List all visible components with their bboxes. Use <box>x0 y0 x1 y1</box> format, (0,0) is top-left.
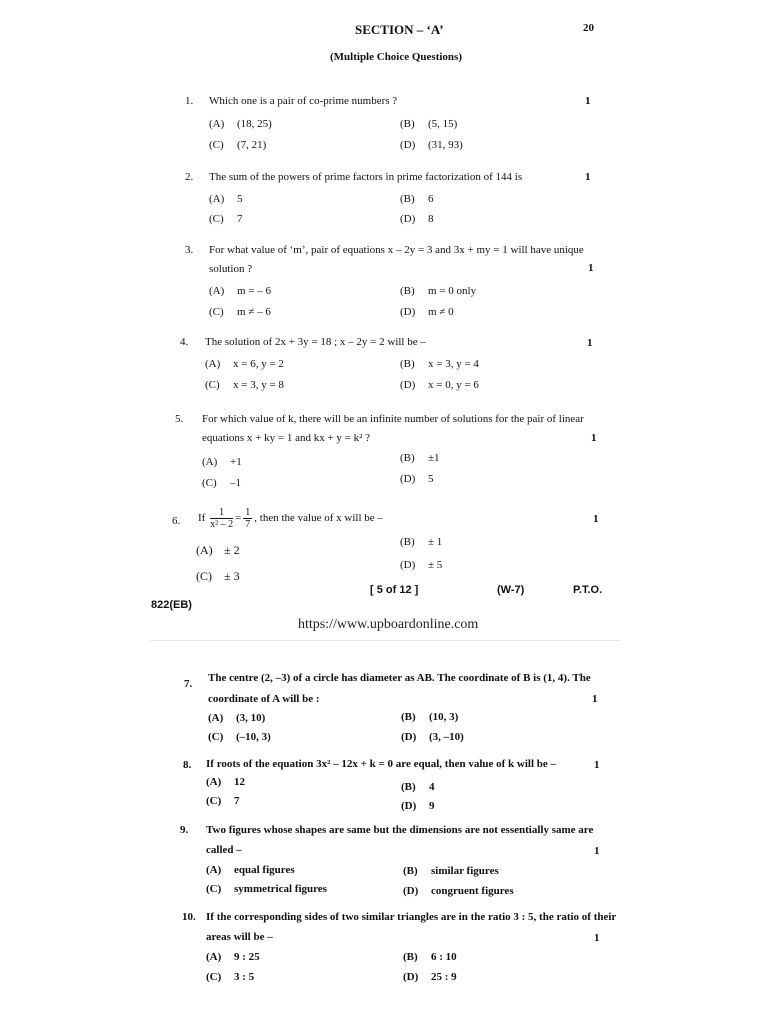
option-a: (A) +1 <box>202 456 242 468</box>
question-mark: 1 <box>594 759 600 771</box>
question-number: 10. <box>182 911 196 923</box>
option-d: (D) 9 <box>401 800 435 812</box>
option-d: (D) (31, 93) <box>400 139 463 151</box>
pto-label: P.T.O. <box>573 584 603 596</box>
option-a: (A) (18, 25) <box>209 118 272 130</box>
question-text: The centre (2, –3) of a circle has diameter as AB. The coordinate of B is (1, 4). The <box>208 672 591 684</box>
option-d: (D) congruent figures <box>403 885 514 897</box>
question-number: 1. <box>185 95 194 107</box>
option-b: (B) m = 0 only <box>400 285 477 297</box>
question-mark: 1 <box>593 513 599 525</box>
question-text-line2: equations x + ky = 1 and kx + y = k² ? <box>202 432 371 444</box>
section-subtitle: (Multiple Choice Questions) <box>330 51 462 63</box>
question-text: Which one is a pair of co-prime numbers ? <box>209 95 398 107</box>
question-mark: 1 <box>587 337 593 349</box>
question-number: 8. <box>183 759 192 771</box>
option-a: (A) ± 2 <box>196 543 240 557</box>
option-b: (B) (5, 15) <box>400 118 458 130</box>
question-number: 2. <box>185 171 194 183</box>
option-d: (D) 25 : 9 <box>403 971 457 983</box>
question-text: If $\frac{1}{\text{x² – 2}}$ = $\frac{1}{7}$ , then the value of x will be – <box>198 507 383 530</box>
option-a: (A) m = – 6 <box>209 285 272 297</box>
option-c: (C) 3 : 5 <box>206 971 255 983</box>
paper-code: 822(EB) <box>151 599 192 611</box>
question-text: If the corresponding sides of two similar triangles are in the ratio 3 : 5, the ratio of their <box>206 911 617 923</box>
paper-set-code: (W-7) <box>497 584 525 596</box>
page-divider <box>150 640 620 641</box>
option-c: (C) –1 <box>202 477 241 489</box>
question-text-line2: coordinate of A will be : <box>208 693 320 705</box>
option-b: (B) x = 3, y = 4 <box>400 358 479 370</box>
question-text: For what value of ‘m’, pair of equations x – 2y = 3 and 3x + my = 1 will have unique <box>209 244 584 256</box>
option-b: (B) ±1 <box>400 452 440 464</box>
option-c: (C) 7 <box>206 795 240 807</box>
option-c: (C) 7 <box>209 213 243 225</box>
option-b: (B) 6 <box>400 193 434 205</box>
question-mark: 1 <box>592 693 598 705</box>
option-a: (A) x = 6, y = 2 <box>205 358 284 370</box>
option-d: (D) m ≠ 0 <box>400 306 454 318</box>
question-text-line2: areas will be – <box>206 931 273 943</box>
question-mark: 1 <box>585 171 591 183</box>
option-c: (C) symmetrical figures <box>206 883 327 895</box>
question-text-line2: called – <box>206 844 242 856</box>
question-text: Two figures whose shapes are same but the dimensions are not essentially same are <box>206 824 594 836</box>
option-a: (A) equal figures <box>206 864 295 876</box>
option-b: (B) (10, 3) <box>401 711 459 723</box>
question-number: 9. <box>180 824 189 836</box>
question-mark: 1 <box>594 845 600 857</box>
question-number: 5. <box>175 413 184 425</box>
option-d: (D) 5 <box>400 473 434 485</box>
option-a: (A) 9 : 25 <box>206 951 260 963</box>
question-number: 7. <box>184 678 193 690</box>
page-of-label: [ 5 of 12 ] <box>370 584 419 596</box>
section-title: SECTION – ‘A’ <box>355 22 444 37</box>
page-number: 20 <box>583 22 594 34</box>
question-text: The solution of 2x + 3y = 18 ; x – 2y = 2 will be – <box>205 336 426 348</box>
option-a: (A) 5 <box>209 193 243 205</box>
question-text: The sum of the powers of prime factors in prime factorization of 144 is <box>209 171 523 183</box>
option-c: (C) x = 3, y = 8 <box>205 379 284 391</box>
option-b: (B) 6 : 10 <box>403 951 457 963</box>
option-b: (B) 4 <box>401 781 435 793</box>
question-text: If roots of the equation 3x² – 12x + k = 0 are equal, then value of k will be – <box>206 758 557 770</box>
option-c: (C) ± 3 <box>196 569 240 583</box>
option-d: (D) (3, –10) <box>401 731 464 743</box>
option-c: (C) (–10, 3) <box>208 731 271 743</box>
question-number: 3. <box>185 244 194 256</box>
question-mark: 1 <box>588 262 594 274</box>
option-c: (C) (7, 21) <box>209 139 267 151</box>
fraction-rhs: $\frac{1}{7}$ <box>245 507 251 530</box>
question-text: For which value of k, there will be an infinite number of solutions for the pair of linear <box>202 413 584 425</box>
fraction-lhs: $\frac{1}{\text{x² – 2}}$ <box>210 507 234 530</box>
question-number: 6. <box>172 515 181 527</box>
question-mark: 1 <box>594 932 600 944</box>
option-b: (B) ± 1 <box>400 536 443 548</box>
option-b: (B) similar figures <box>403 865 499 877</box>
option-a: (A) (3, 10) <box>208 712 266 724</box>
source-url: https://www.upboardonline.com <box>298 617 479 632</box>
option-c: (C) m ≠ – 6 <box>209 306 271 318</box>
option-d: (D) ± 5 <box>400 559 443 571</box>
option-a: (A) 12 <box>206 776 245 788</box>
option-d: (D) 8 <box>400 213 434 225</box>
question-mark: 1 <box>585 95 591 107</box>
question-mark: 1 <box>591 432 597 444</box>
option-d: (D) x = 0, y = 6 <box>400 379 479 391</box>
question-number: 4. <box>180 336 189 348</box>
question-text-line2: solution ? <box>209 263 253 275</box>
